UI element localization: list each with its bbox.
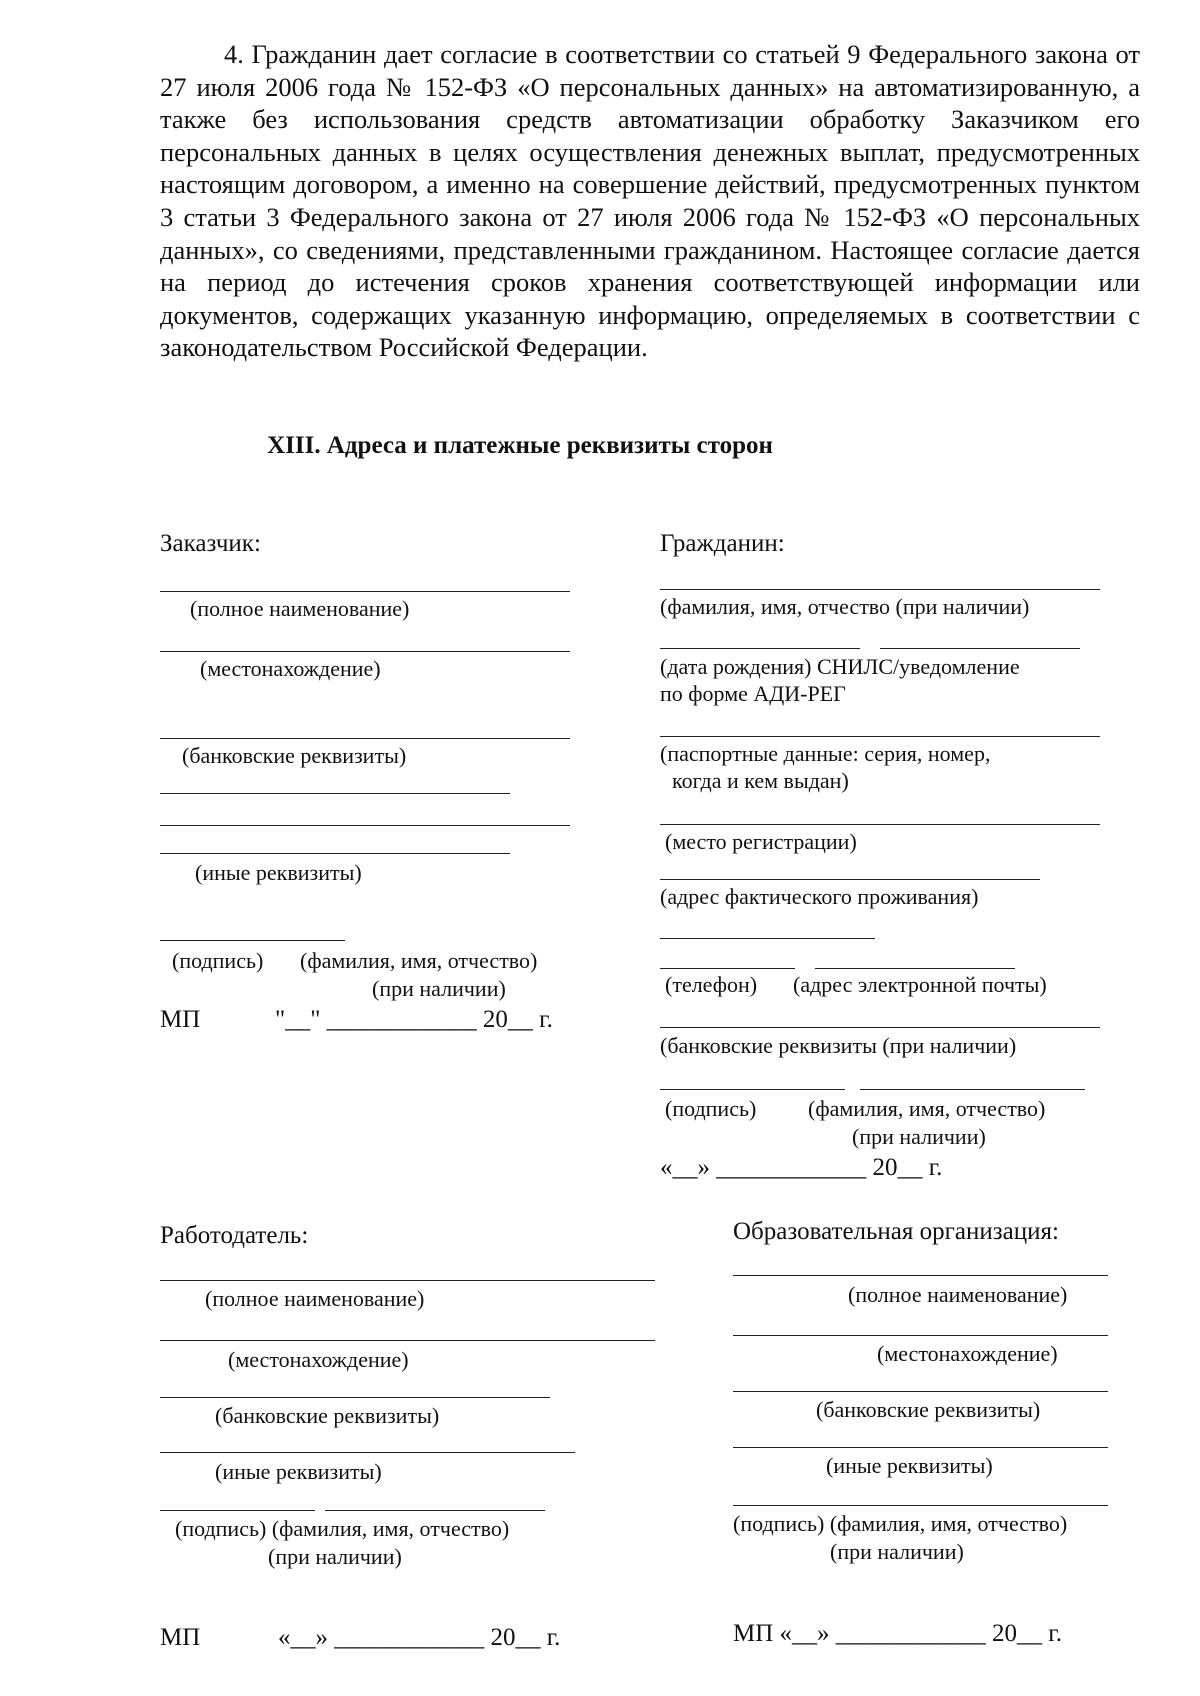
customer-full-name-caption: (полное наименование) xyxy=(190,596,410,621)
citizen-fio-caption: (фамилия, имя, отчество (при наличии) xyxy=(660,594,1030,619)
citizen-fio-sign-caption: (фамилия, имя, отчество) xyxy=(808,1096,1046,1121)
customer-other-line-2[interactable] xyxy=(160,853,510,854)
consent-paragraph: 4. Гражданин дает согласие в соответствии со статьей 9 Федерального закона от 27 июля 2006 года № 152-ФЗ «О персональных данных» на автоматизированную, а также без использования средств автоматизации обработку Заказчиком его персональных данных в целях осуществления денежных выплат, предусмотренных настоящим договором, а именно на совершение действий, предусмотренных пунктом 3 статьи 3 Федерального закона от 27 июля 2006 года № 152-ФЗ «О персональных данных», со сведениями, представленными гражданином. Настоящее согласие дается на период до истечения сроков хранения соответствующей информации или документов, содержащих указанную информацию, определяемых в соответствии с законодательством Российской Федерации. xyxy=(160,39,1140,363)
employer-name-line[interactable] xyxy=(160,1280,655,1281)
education-full-name-caption: (полное наименование) xyxy=(848,1282,1068,1307)
employer-other-caption: (иные реквизиты) xyxy=(215,1459,382,1484)
citizen-registration-line[interactable] xyxy=(660,824,1100,825)
customer-name-line[interactable] xyxy=(160,591,570,592)
citizen-if-any-caption: (при наличии) xyxy=(852,1124,986,1149)
citizen-date[interactable]: «__» ____________ 20__ г. xyxy=(660,1154,943,1181)
employer-signature-line[interactable] xyxy=(160,1510,315,1511)
citizen-passport-caption-2: когда и кем выдан) xyxy=(672,768,849,793)
citizen-passport-line[interactable] xyxy=(660,736,1100,737)
education-other-line[interactable] xyxy=(733,1447,1108,1448)
education-location-line[interactable] xyxy=(733,1335,1108,1336)
education-name-line[interactable] xyxy=(733,1275,1108,1276)
employer-full-name-caption: (полное наименование) xyxy=(205,1286,425,1311)
citizen-email-line[interactable] xyxy=(815,968,1015,969)
employer-date[interactable]: «__» ____________ 20__ г. xyxy=(278,1624,561,1651)
citizen-email-caption: (адрес электронной почты) xyxy=(793,972,1047,997)
customer-location-line[interactable] xyxy=(160,651,570,652)
citizen-phone-caption: (телефон) xyxy=(665,972,758,997)
customer-signature-caption: (подпись) xyxy=(172,948,264,973)
citizen-signature-caption: (подпись) xyxy=(665,1096,757,1121)
employer-other-line[interactable] xyxy=(160,1452,575,1453)
citizen-address-line[interactable] xyxy=(660,879,1040,880)
customer-bank-line-2[interactable] xyxy=(160,793,510,794)
employer-bank-line[interactable] xyxy=(160,1397,550,1398)
education-signature-fio-caption: (подпись) (фамилия, имя, отчество) xyxy=(733,1511,1068,1536)
citizen-fio-sign-line[interactable] xyxy=(860,1089,1085,1090)
citizen-phone-line[interactable] xyxy=(660,968,795,969)
citizen-birth-caption: (дата рождения) СНИЛС/уведомление xyxy=(660,654,1020,679)
citizen-bank-line[interactable] xyxy=(660,1027,1100,1028)
education-bank-line[interactable] xyxy=(733,1391,1108,1392)
customer-fio-caption: (фамилия, имя, отчество) xyxy=(300,948,538,973)
customer-other-caption: (иные реквизиты) xyxy=(195,860,362,885)
customer-date[interactable]: "__" ____________ 20__ г. xyxy=(275,1006,553,1033)
employer-signature-fio-caption: (подпись) (фамилия, имя, отчество) xyxy=(175,1516,510,1541)
employer-heading: Работодатель: xyxy=(160,1222,309,1249)
education-location-caption: (местонахождение) xyxy=(877,1341,1058,1366)
education-signature-line[interactable] xyxy=(733,1505,1108,1506)
customer-bank-caption: (банковские реквизиты) xyxy=(182,743,407,768)
citizen-snils-line[interactable] xyxy=(880,648,1080,649)
citizen-birth-caption-2: по форме АДИ-РЕГ xyxy=(660,681,846,706)
customer-if-any-caption: (при наличии) xyxy=(372,976,506,1001)
customer-other-line-1[interactable] xyxy=(160,825,570,826)
citizen-bank-caption: (банковские реквизиты (при наличии) xyxy=(660,1033,1017,1058)
citizen-fio-line[interactable] xyxy=(660,589,1100,590)
employer-if-any-caption: (при наличии) xyxy=(268,1544,402,1569)
citizen-registration-caption: (место регистрации) xyxy=(665,829,857,854)
education-heading: Образовательная организация: xyxy=(733,1218,1059,1245)
citizen-heading: Гражданин: xyxy=(660,530,785,557)
employer-location-line[interactable] xyxy=(160,1340,655,1341)
education-if-any-caption: (при наличии) xyxy=(830,1539,964,1564)
citizen-address-line-2[interactable] xyxy=(660,938,875,939)
employer-mp: МП xyxy=(160,1624,201,1651)
section-title: XIII. Адреса и платежные реквизиты сторон xyxy=(267,432,773,459)
customer-heading: Заказчик: xyxy=(160,530,261,557)
employer-location-caption: (местонахождение) xyxy=(228,1347,409,1372)
employer-fio-line[interactable] xyxy=(325,1510,545,1511)
customer-signature-line[interactable] xyxy=(160,940,345,941)
education-other-caption: (иные реквизиты) xyxy=(826,1453,993,1478)
education-bank-caption: (банковские реквизиты) xyxy=(816,1397,1041,1422)
citizen-address-caption: (адрес фактического проживания) xyxy=(660,884,979,909)
citizen-passport-caption: (паспортные данные: серия, номер, xyxy=(660,741,991,766)
customer-bank-line[interactable] xyxy=(160,738,570,739)
employer-bank-caption: (банковские реквизиты) xyxy=(215,1403,440,1428)
citizen-birth-line[interactable] xyxy=(660,648,860,649)
customer-mp: МП xyxy=(160,1006,201,1033)
customer-location-caption: (местонахождение) xyxy=(200,656,381,681)
education-date[interactable]: МП «__» ____________ 20__ г. xyxy=(733,1620,1062,1647)
citizen-signature-line[interactable] xyxy=(660,1089,845,1090)
